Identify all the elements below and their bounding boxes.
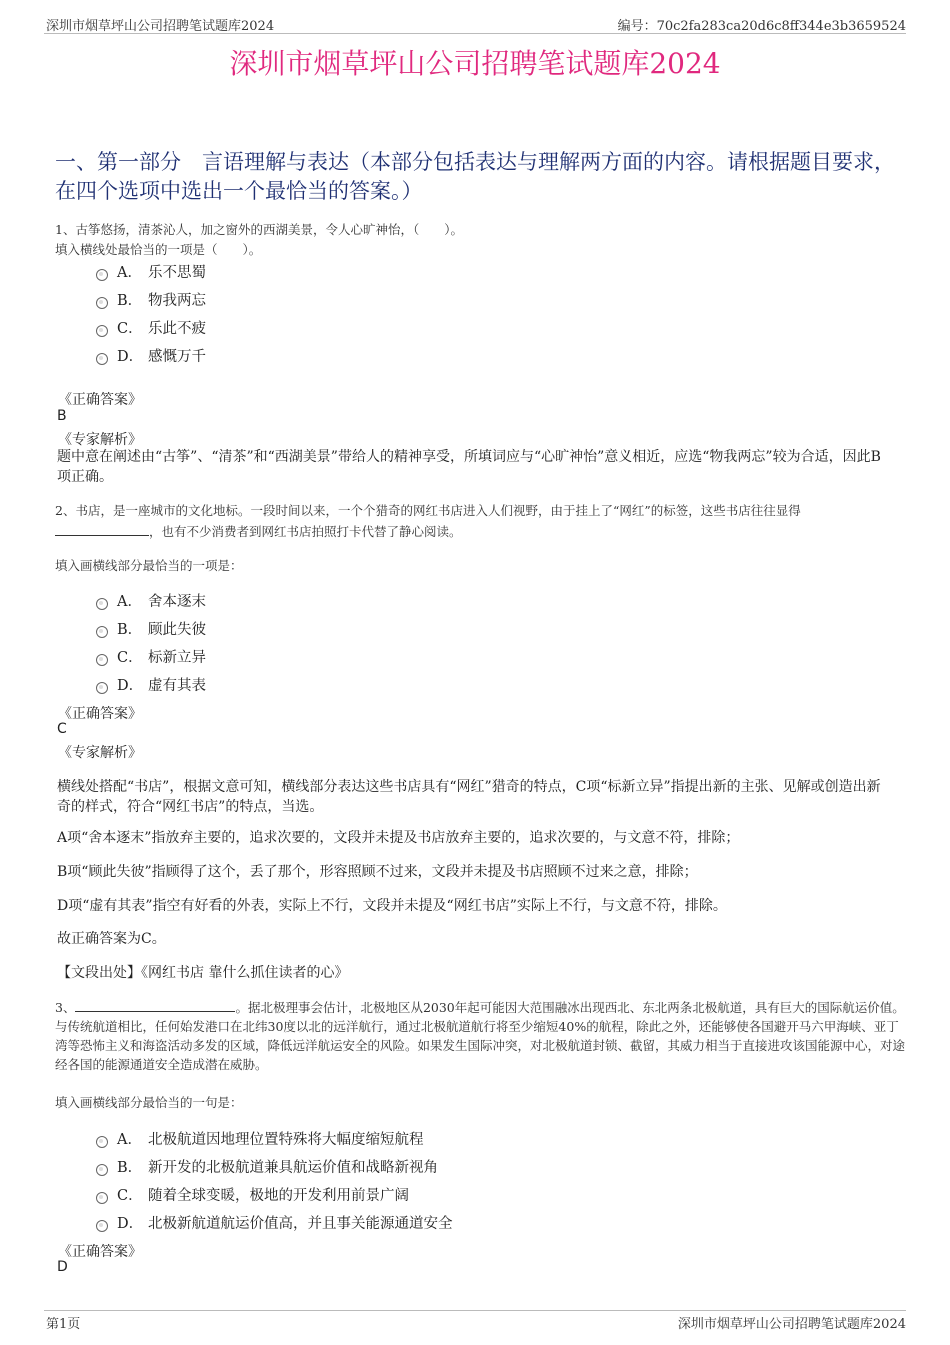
q2-options (96, 586, 206, 698)
radio-icon[interactable] (96, 1220, 108, 1232)
radio-icon[interactable] (96, 269, 108, 281)
q3-option-a[interactable]: A． 北极航道因地理位置特殊将大幅度缩短航程 (96, 1124, 453, 1152)
footer-divider (44, 1310, 906, 1311)
page-title: 深圳市烟草坪山公司招聘笔试题库2024 (229, 47, 721, 80)
q2-option-c[interactable]: C． 标新立异 (96, 642, 206, 670)
q2-stem: 2、书店，是一座城市的文化地标。一段时间以来，一个个猎奇的网红书店进入人们视野，由于挂上了“网红”的标签，这些书店往往显得 ，也有不少消费者到网红书店拍照打卡代替了静心阅读。 (55, 503, 801, 539)
section-heading: 一、第一部分 言语理解与表达（本部分包括表达与理解两方面的内容。请根据题目要求，在四个选项中选出一个最恰当的答案。） (55, 150, 895, 203)
q2-analysis-3: B项“顾此失彼”指顾得了这个，丢了那个，形容照顾不过来，文段并未提及书店照顾不过来之意，排除； (57, 864, 698, 880)
q2-analysis-1: 横线处搭配“书店”，根据文意可知，横线部分表达这些书店具有“网红”猎奇的特点，C项“标新立异”指提出新的主张、见解或创造出新奇的样式，符合“网红书店”的特点，当选。 (57, 779, 881, 815)
q3-prompt: 填入画横线部分最恰当的一句是： (55, 1095, 243, 1110)
radio-icon[interactable] (96, 626, 108, 638)
q1-option-a[interactable]: A． 乐不思蜀 (96, 257, 206, 285)
q2-analysis-4: D项“虚有其表”指空有好看的外表，实际上不行，文段并未提及“网红书店”实际上不行，与文意不符，排除。 (57, 898, 727, 914)
radio-icon[interactable] (96, 1164, 108, 1176)
footer-title: 深圳市烟草坪山公司招聘笔试题库2024 (677, 1317, 906, 1332)
q3-blank (75, 997, 235, 1012)
radio-icon[interactable] (96, 598, 108, 610)
q1-analysis-label: 《专家解析》 (58, 432, 142, 448)
q3-answer-label: 《正确答案》 (58, 1244, 142, 1260)
header-divider (44, 33, 906, 34)
q1-answer: B (57, 408, 67, 424)
radio-icon[interactable] (96, 682, 108, 694)
q2-source: 【文段出处】《网红书店 靠什么抓住读者的心》 (57, 965, 349, 981)
radio-icon[interactable] (96, 353, 108, 365)
q1-stem: 1、古筝悠扬，清茶沁人，加之窗外的西湖美景，令人心旷神怡，（ ）。 (55, 222, 463, 237)
q3-option-b[interactable]: B． 新开发的北极航道兼具航运价值和战略新视角 (96, 1152, 453, 1180)
q3-option-c[interactable]: C． 随着全球变暖，极地的开发利用前景广阔 (96, 1180, 453, 1208)
q3-stem: 3、 。据北极理事会估计，北极地区从2030年起可能因大范围融冰出现西北、东北两条北极航道，具有巨大的国际航运价值。与传统航道相比，任何始发港口在北纬30度以北的远洋航行，通过北极航道航行将至少缩短40%的航程，除此之外，还能够使各国避开马六甲海峡、亚丁湾等恐怖主义和海盗活动多发的区域，降低远洋航运安全的风险。如果发生国际冲突，对北极航道封锁、截留，其威力相当于直接进攻该国能源中心，对途经各国的能源通道安全造成潜在威胁。 (55, 997, 905, 1074)
q1-prompt: 填入横线处最恰当的一项是（ ）。 (55, 242, 262, 257)
q2-option-d[interactable]: D． 虚有其表 (96, 670, 206, 698)
radio-icon[interactable] (96, 1136, 108, 1148)
q2-option-b[interactable]: B． 顾此失彼 (96, 614, 206, 642)
q2-answer-label: 《正确答案》 (58, 706, 142, 722)
page-number: 第1页 (46, 1317, 81, 1332)
q3-answer: D (57, 1259, 68, 1275)
q2-analysis-5: 故正确答案为C。 (57, 931, 166, 947)
radio-icon[interactable] (96, 654, 108, 666)
q2-analysis-2: A项“舍本逐末”指放弃主要的，追求次要的，文段并未提及书店放弃主要的，追求次要的，与文意不符，排除； (57, 830, 740, 846)
q1-option-b[interactable]: B． 物我两忘 (96, 285, 206, 313)
q1-option-d[interactable]: D． 感慨万千 (96, 341, 206, 369)
header-doc-id: 编号：70c2fa283ca20d6c8ff344e3b3659524 (617, 19, 906, 34)
q2-answer: C (57, 721, 67, 737)
q2-prompt: 填入画横线部分最恰当的一项是： (55, 558, 243, 573)
q1-option-c[interactable]: C． 乐此不疲 (96, 313, 206, 341)
q2-analysis-label: 《专家解析》 (58, 745, 142, 761)
q1-answer-label: 《正确答案》 (58, 392, 142, 408)
q1-options (96, 257, 206, 369)
q3-options (96, 1124, 453, 1236)
radio-icon[interactable] (96, 325, 108, 337)
q2-blank (55, 521, 149, 536)
q2-option-a[interactable]: A． 舍本逐末 (96, 586, 206, 614)
radio-icon[interactable] (96, 1192, 108, 1204)
radio-icon[interactable] (96, 297, 108, 309)
q3-option-d[interactable]: D． 北极新航道航运价值高，并且事关能源通道安全 (96, 1208, 453, 1236)
header-left: 深圳市烟草坪山公司招聘笔试题库2024 (46, 19, 275, 34)
q1-analysis: 题中意在阐述由“古筝”、“清茶”和“西湖美景”带给人的精神享受，所填词应与“心旷神怡”意义相近，应选“物我两忘”较为合适，因此B项正确。 (57, 449, 881, 485)
